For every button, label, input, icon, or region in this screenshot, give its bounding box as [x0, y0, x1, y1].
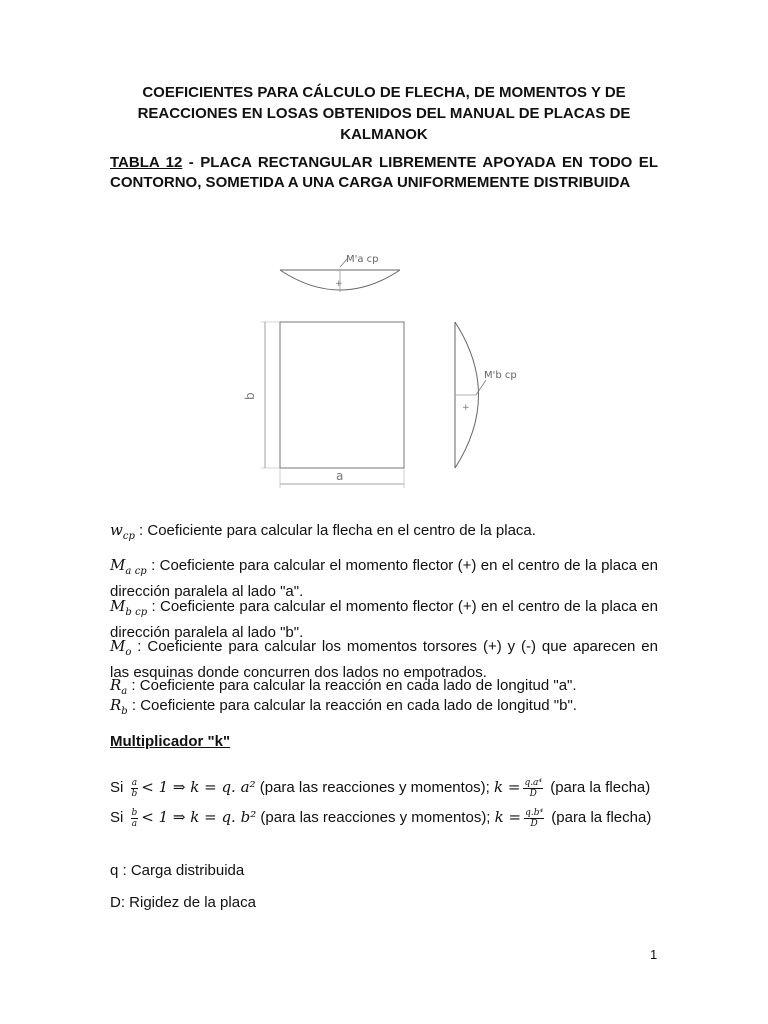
symbol-macp-base: M	[110, 556, 126, 574]
formula-line-1	[110, 776, 670, 799]
right-sign: +	[462, 403, 470, 413]
formula-1-si: Si	[110, 779, 124, 796]
definition-macp	[110, 555, 658, 602]
table-heading	[110, 153, 658, 193]
table-label: TABLA 12	[110, 154, 183, 171]
symbol-ra	[110, 676, 128, 697]
multiplier-heading: Multiplicador "k"	[110, 733, 231, 750]
table-description: - PLACA RECTANGULAR LIBREMENTE APOYADA EN TODO EL CONTORNO, SOMETIDA A UNA CARGA UNIFORMEMENTE DISTRIBUIDA	[110, 154, 658, 191]
formula-2-ratio-den: a	[131, 818, 138, 829]
formula-1-condition: < 1 ⇒ k = q. a²	[141, 778, 256, 796]
definition-macp-text: : Coeficiente para calcular el momento flector (+) en el centro de la placa en dirección paralela al lado "a".	[110, 557, 658, 600]
top-moment-label: M'a cp	[346, 254, 379, 265]
formula-1-def-den: D	[529, 788, 537, 799]
symbol-mbcp-sub: b cp	[125, 607, 148, 618]
symbol-mbcp-base: M	[110, 597, 126, 615]
definition-ra-text: : Coeficiente para calcular la reacción en cada lado de longitud "a".	[127, 677, 577, 694]
definition-wcp	[110, 520, 658, 547]
symbol-w	[110, 521, 135, 542]
formula-2-ratio	[131, 808, 139, 829]
symbol-w-sub: cp	[122, 531, 135, 542]
symbol-mo-base: M	[110, 637, 126, 655]
formula-1-def-num: q.a⁴	[524, 777, 543, 788]
plate-rectangle	[280, 322, 404, 468]
formula-1-ratio-num: a	[131, 777, 138, 788]
top-sign: +	[335, 279, 343, 289]
definition-wcp-text: : Coeficiente para calcular la flecha en el centro de la placa.	[134, 522, 536, 539]
dimension-b-label: b	[243, 392, 257, 400]
formula-1-tail: (para la flecha)	[546, 779, 651, 796]
symbol-rb-sub: b	[121, 706, 128, 717]
formula-2-def-den: D	[530, 818, 538, 829]
definition-mbcp-text: : Coeficiente para calcular el momento flector (+) en el centro de la placa en dirección paralela al lado "b".	[110, 598, 658, 641]
formula-2-ratio-num: b	[131, 807, 138, 818]
symbol-mo-sub: o	[125, 647, 132, 658]
formula-1-ratio-den: b	[131, 788, 138, 799]
formula-1-deflection-fraction	[523, 778, 543, 799]
page-number: 1	[650, 947, 658, 962]
dimension-a-label: a	[336, 469, 344, 483]
formula-1-mid: (para las reacciones y momentos);	[255, 779, 494, 796]
symbol-macp	[110, 556, 147, 577]
definition-mo-text: : Coeficiente para calcular los momentos torsores (+) y (-) que aparecen en las esquinas donde concurren dos lados no empotrados.	[110, 638, 658, 681]
formula-2-mid: (para las reacciones y momentos);	[256, 809, 495, 826]
formula-1-ratio	[131, 778, 139, 799]
symbol-ra-base: R	[110, 676, 122, 694]
right-moment-label: M'b cp	[484, 370, 517, 381]
symbol-macp-sub: a cp	[125, 566, 147, 577]
symbol-rb	[110, 696, 128, 717]
formula-2-si: Si	[110, 809, 124, 826]
plate-diagram	[240, 240, 517, 500]
formula-line-2	[110, 806, 670, 829]
symbol-mbcp	[110, 597, 148, 618]
formula-2-condition: < 1 ⇒ k = q. b²	[141, 808, 257, 826]
note-q: q : Carga distribuida	[110, 862, 245, 879]
formula-2-k: k =	[494, 808, 522, 826]
symbol-rb-base: R	[110, 696, 122, 714]
symbol-w-base: w	[110, 521, 123, 539]
definition-rb	[110, 695, 658, 722]
formula-1-k: k =	[494, 778, 521, 796]
formula-2-tail: (para la flecha)	[547, 809, 652, 826]
symbol-mo	[110, 637, 132, 658]
note-d: D: Rigidez de la placa	[110, 894, 256, 911]
formula-2-def-num: q.b⁴	[525, 807, 544, 818]
symbol-ra-sub: a	[121, 686, 128, 697]
formula-2-deflection-fraction	[524, 808, 544, 829]
definition-rb-text: : Coeficiente para calcular la reacción en cada lado de longitud "b".	[127, 697, 577, 714]
document-title: COEFICIENTES PARA CÁLCULO DE FLECHA, DE MOMENTOS Y DE REACCIONES EN LOSAS OBTENIDOS DEL MANUAL DE PLACAS DE KALMANOK	[137, 84, 631, 143]
